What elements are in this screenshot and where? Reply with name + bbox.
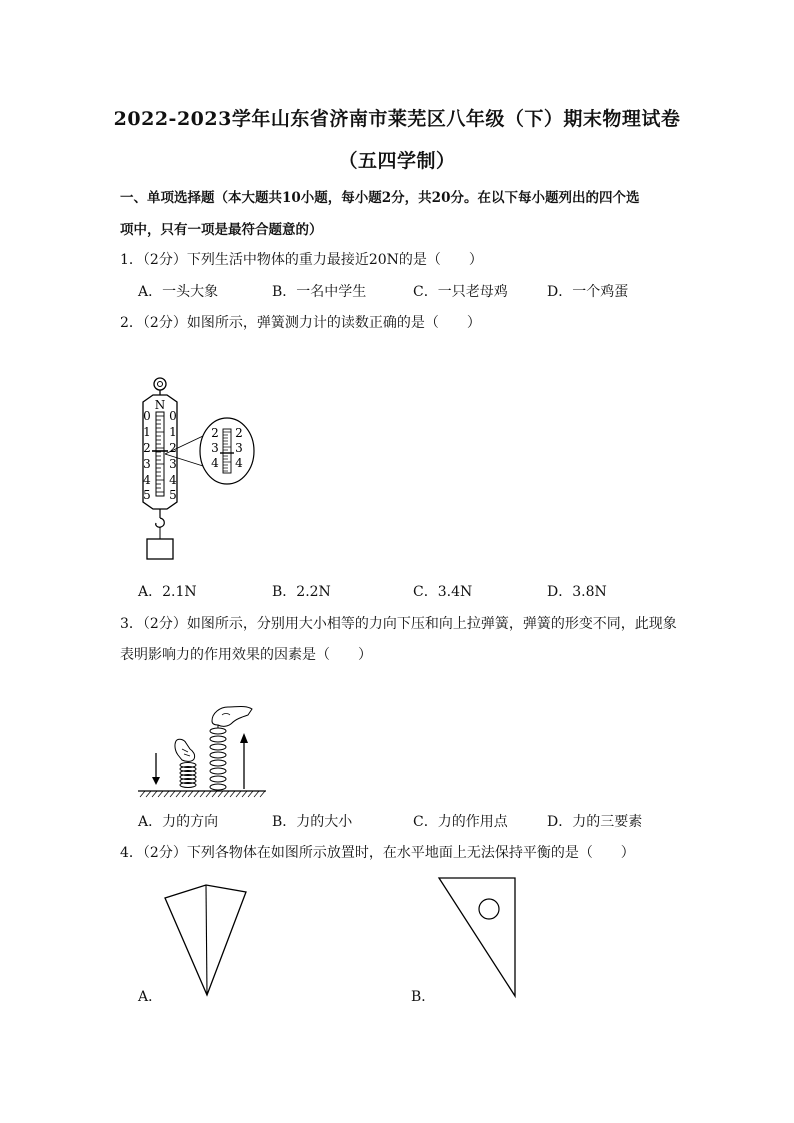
hanging-weight	[147, 539, 173, 559]
scale-left-3: 3	[143, 457, 151, 471]
question-2-option-b: B．2.2N	[272, 584, 331, 600]
spring-scale-figure	[135, 372, 265, 567]
zoom-left-2: 2	[211, 426, 219, 440]
set-square-hole	[479, 899, 499, 919]
question-1-option-b: B．一名中学生	[272, 284, 367, 300]
scale-bottom-hook	[156, 518, 165, 527]
question-4-option-a: A．	[138, 989, 163, 1005]
question-4-option-b: B．	[411, 989, 436, 1005]
exam-title-line2: （五四学制）	[338, 150, 456, 172]
scale-right-0: 0	[169, 409, 177, 423]
question-3-option-d: D．力的三要素	[547, 814, 643, 830]
zoom-left-4: 4	[211, 456, 219, 470]
question-2-option-d: D．3.8N	[547, 584, 607, 600]
scale-left-4: 4	[143, 473, 151, 487]
scale-hook-ring	[154, 378, 166, 390]
question-3-stem-line1: 3．（2分）如图所示，分别用大小相等的力向下压和向上拉弹簧，弹簧的形变不同，此现象	[120, 616, 677, 632]
question-3-option-b: B．力的大小	[272, 814, 353, 830]
zoom-right-4: 4	[235, 456, 243, 470]
question-2-option-c: C．3.4N	[413, 584, 473, 600]
zoom-callout	[200, 418, 254, 484]
question-4-stem: 4．（2分）下列各物体在如图所示放置时，在水平地面上无法保持平衡的是（ ）	[120, 845, 635, 861]
spring-press-pull-figure	[138, 705, 268, 800]
scale-right-3: 3	[169, 457, 177, 471]
question-3-stem-line2: 表明影响力的作用效果的因素是（ ）	[120, 647, 372, 663]
question-1-option-a: A．一头大象	[138, 284, 219, 300]
stretched-spring	[210, 728, 226, 790]
section-heading-line1: 一、单项选择题（本大题共10小题，每小题2分，共20分。在以下每小题列出的四个选	[120, 190, 640, 206]
compressed-spring	[180, 763, 196, 788]
option-a-kite-shape	[160, 885, 255, 1000]
scale-right-4: 4	[169, 473, 177, 487]
option-b-set-square-shape	[435, 872, 525, 1002]
scale-left-2: 2	[143, 441, 151, 455]
scale-right-1: 1	[169, 425, 177, 439]
scale-right-2: 2	[169, 441, 177, 455]
question-2-option-a: A．2.1N	[138, 584, 197, 600]
pulling-hand	[212, 707, 252, 727]
section-heading-line2: 项中，只有一项是最符合题意的）	[120, 222, 323, 238]
scale-left-0: 0	[143, 409, 151, 423]
zoom-right-3: 3	[235, 441, 243, 455]
question-3-option-a: A．力的方向	[138, 814, 219, 830]
question-2-stem: 2．（2分）如图所示，弹簧测力计的读数正确的是（ ）	[120, 315, 481, 331]
scale-left-5: 5	[143, 488, 151, 502]
scale-left-1: 1	[143, 425, 151, 439]
question-3-option-c: C．力的作用点	[413, 814, 508, 830]
question-1-option-c: C．一只老母鸡	[413, 284, 508, 300]
scale-unit-label: N	[154, 398, 166, 412]
zoom-right-2: 2	[235, 426, 243, 440]
scale-right-5: 5	[169, 488, 177, 502]
zoom-left-3: 3	[211, 441, 219, 455]
question-1-stem: 1．（2分）下列生活中物体的重力最接近20N的是（ ）	[120, 252, 483, 268]
question-1-option-d: D．一个鸡蛋	[547, 284, 629, 300]
exam-title-line1: 2022-2023学年山东省济南市莱芜区八年级（下）期末物理试卷	[113, 108, 681, 130]
